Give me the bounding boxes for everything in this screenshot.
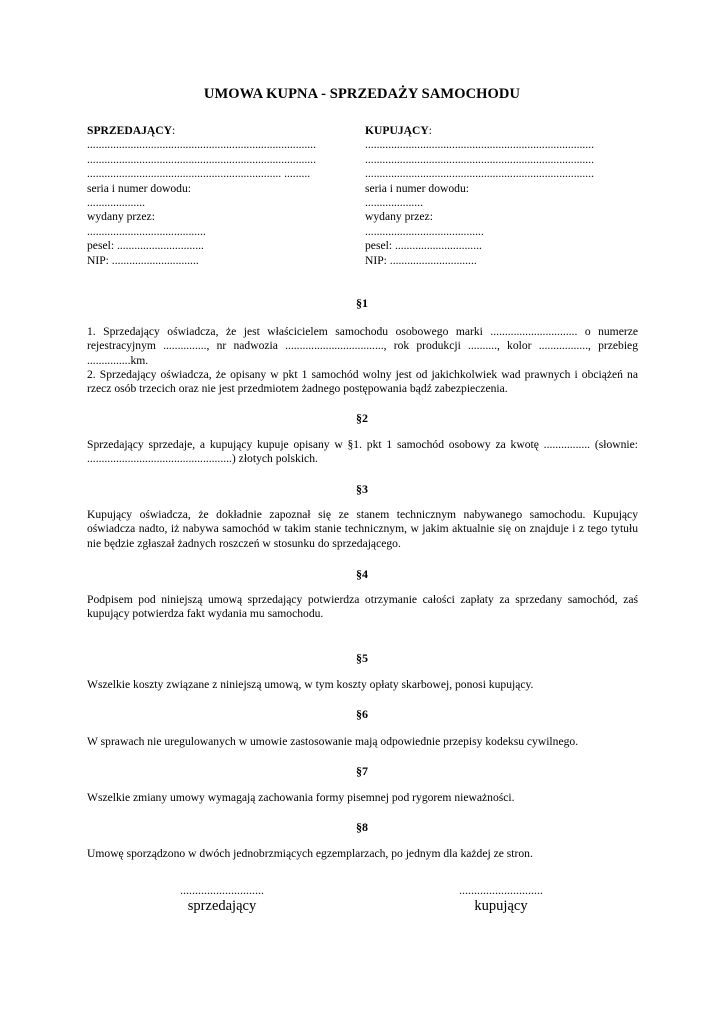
seller-id-label: seria i numer dowodu: <box>87 181 191 195</box>
buyer-header-colon: : <box>428 124 432 137</box>
buyer-line-2: ............................................................................... <box>365 152 594 166</box>
section-8-paragraph: Umowę sporządzono w dwóch jednobrzmiących egzemplarzach, po jednym dla każdej ze stron. <box>87 847 533 860</box>
section-heading-6: §6 <box>356 707 368 721</box>
seller-signature-label: sprzedający <box>187 898 257 914</box>
buyer-signature-line: ............................ <box>459 883 543 897</box>
buyer-header-line <box>365 124 594 138</box>
section-heading-2: §2 <box>356 411 368 425</box>
buyer-issued-field: ......................................... <box>365 224 484 238</box>
buyer-id-label: seria i numer dowodu: <box>365 181 469 195</box>
document-title: UMOWA KUPNA - SPRZEDAŻY SAMOCHODU <box>203 86 521 102</box>
seller-block <box>87 124 316 268</box>
buyer-pesel: pesel: .............................. <box>365 239 482 253</box>
section-heading-3: §3 <box>356 482 368 496</box>
seller-signature-line: ............................ <box>180 883 264 897</box>
buyer-line-1: ............................................................................... <box>365 138 594 152</box>
buyer-line-3: ............................................................................... <box>365 167 594 181</box>
seller-line-2: ............................................................................... <box>87 152 316 166</box>
seller-header-line <box>87 124 316 138</box>
buyer-signature <box>401 883 601 915</box>
seller-issued-field: ......................................... <box>87 224 206 238</box>
seller-id-field: .................... <box>87 196 145 210</box>
seller-signature <box>122 883 322 915</box>
seller-header: SPRZEDAJĄCY <box>87 124 173 137</box>
section-heading-5: §5 <box>356 651 368 665</box>
section-heading-1: §1 <box>356 296 368 310</box>
section-heading-7: §7 <box>356 764 368 778</box>
buyer-signature-label: kupujący <box>474 898 528 914</box>
seller-issued-label: wydany przez: <box>87 210 155 224</box>
section-6-paragraph: W sprawach nie uregulowanych w umowie zastosowanie mają odpowiednie przepisy kodeksu cywilnego. <box>87 735 579 748</box>
section-4-paragraph: Podpisem pod niniejszą umową sprzedający potwierdza otrzymanie całości zapłaty za sprzedany samochód, zaś kupujący potwierdza fakt wydania mu samochodu. <box>87 593 638 621</box>
section-3-paragraph: Kupujący oświadcza, że dokładnie zapoznał się ze stanem technicznym nabywanego samochodu. Kupujący oświadcza nadto, iż nabywa samochód w takim stanie technicznym, w jakim aktualnie się on znajduje i z tego tytułu nie będzie zgłaszał żadnych roszczeń w stosunku do sprzedającego. <box>87 508 638 550</box>
section-2-paragraph: Sprzedający sprzedaje, a kupujący kupuje opisany w §1. pkt 1 samochód osobowy za kwotę ................ (słownie: ..................................................) złotych polskich. <box>87 438 638 466</box>
section-7-paragraph: Wszelkie zmiany umowy wymagają zachowania formy pisemnej pod rygorem nieważności. <box>87 791 515 804</box>
section-heading-8: §8 <box>356 820 368 834</box>
buyer-issued-label: wydany przez: <box>365 210 433 224</box>
buyer-id-field: .................... <box>365 196 423 210</box>
section-heading-4: §4 <box>356 567 368 581</box>
seller-line-3: ................................................................... ......... <box>87 167 311 181</box>
seller-header-colon: : <box>172 124 176 137</box>
buyer-block <box>365 124 594 268</box>
section-5-paragraph: Wszelkie koszty związane z niniejszą umową, w tym koszty opłaty skarbowej, ponosi kupujący. <box>87 678 534 691</box>
buyer-header: KUPUJĄCY <box>365 124 429 137</box>
buyer-nip: NIP: .............................. <box>365 253 477 267</box>
seller-line-1: ............................................................................... <box>87 138 316 152</box>
section-1-paragraph-1: 1. Sprzedający oświadcza, że jest właścicielem samochodu osobowego marki .............................. o numerze rejestracyjnym ..............., nr nadwozia .................................., rok produkcji .........., kolor ................., przebieg ...............km. <box>87 325 638 367</box>
seller-nip: NIP: .............................. <box>87 253 199 267</box>
section-1-paragraph-2: 2. Sprzedający oświadcza, że opisany w pkt 1 samochód wolny jest od jakichkolwiek wad prawnych i obciążeń na rzecz osób trzecich oraz nie jest przedmiotem żadnego postępowania bądź zabezpieczenia. <box>87 368 638 396</box>
seller-pesel: pesel: .............................. <box>87 239 204 253</box>
